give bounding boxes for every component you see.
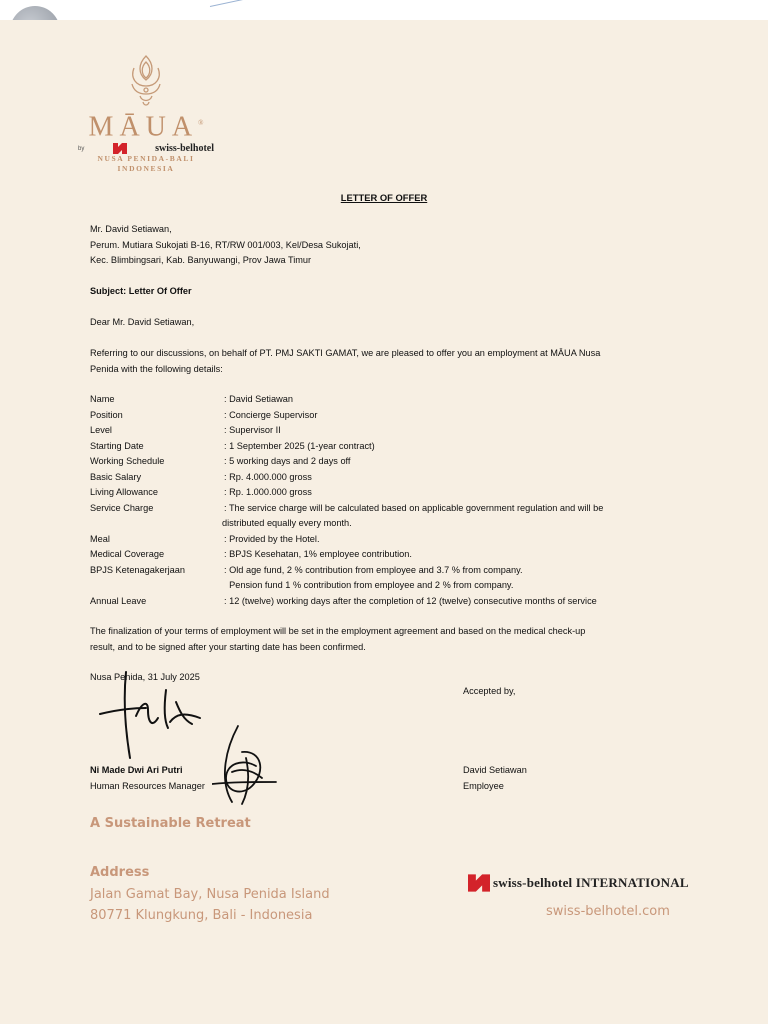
hr-manager-signature	[96, 662, 206, 762]
intro-line: Penida with the following details:	[90, 363, 223, 374]
detail-label: Starting Date	[90, 440, 144, 451]
detail-row	[90, 547, 650, 563]
detail-value: : Concierge Supervisor	[224, 409, 318, 420]
closing-line: result, and to be signed after your starting date has been confirmed.	[90, 641, 366, 652]
intro-paragraph	[90, 346, 635, 377]
detail-row	[90, 501, 650, 517]
detail-label: Medical Coverage	[90, 549, 165, 559]
detail-value: : 1 September 2025 (1-year contract)	[224, 440, 375, 451]
hr-signer-block	[90, 763, 205, 794]
recipient-line: Mr. David Setiawan,	[90, 224, 172, 234]
detail-row	[90, 563, 650, 579]
signer-title: Human Resources Manager	[90, 780, 205, 791]
tagline: A Sustainable Retreat	[90, 816, 251, 831]
by-label: by	[78, 145, 85, 152]
detail-row	[90, 392, 650, 408]
viewer-top-strip	[0, 0, 768, 20]
detail-value-continued: distributed equally every month.	[222, 518, 352, 528]
swiss-belhotel-mark-icon	[113, 143, 127, 154]
maua-logo	[78, 52, 214, 174]
subject-line: Subject: Letter Of Offer	[90, 286, 192, 296]
detail-label: Level	[90, 425, 112, 435]
employee-signer-block	[463, 763, 527, 794]
detail-label: Basic Salary	[90, 471, 142, 482]
detail-row	[90, 423, 650, 439]
detail-label: Position	[90, 409, 123, 420]
detail-label: Annual Leave	[90, 595, 147, 606]
detail-row	[90, 439, 650, 455]
detail-label: Service Charge	[90, 502, 154, 513]
place-date: Nusa Penida, 31 July 2025	[90, 672, 200, 682]
address-line: Jalan Gamat Bay, Nusa Penida Island	[90, 886, 330, 902]
address-heading: Address	[90, 865, 150, 880]
recipient-address	[90, 222, 650, 269]
letter-title: LETTER OF OFFER	[340, 192, 428, 203]
employee-title: Employee	[463, 780, 504, 791]
location-line-1: NUSA PENIDA-BALI	[97, 154, 195, 164]
detail-label: Working Schedule	[90, 456, 165, 466]
offer-details	[90, 392, 650, 609]
salutation: Dear Mr. David Setiawan,	[90, 317, 195, 327]
detail-value: : 5 working days and 2 days off	[224, 456, 351, 466]
location-line-2: INDONESIA	[117, 164, 175, 174]
swiss-belhotel-mark-icon	[468, 874, 490, 892]
brand-wordmark: MĀUA®	[88, 111, 204, 143]
address-line: 80771 Klungkung, Bali - Indonesia	[90, 908, 313, 923]
detail-label: BPJS Ketenagakerjaan	[90, 564, 186, 575]
detail-value: : Supervisor II	[224, 425, 281, 435]
detail-value: : Old age fund, 2 % contribution from employee and 3.7 % from company.	[224, 564, 523, 575]
partner-logo-text: swiss-belhotel INTERNATIONAL	[493, 875, 689, 890]
accepted-by-label: Accepted by,	[463, 686, 516, 696]
detail-value: : Rp. 1.000.000 gross	[224, 487, 312, 497]
detail-value: : 12 (twelve) working days after the completion of 12 (twelve) consecutive months of service	[224, 595, 597, 606]
detail-row-continued	[90, 516, 650, 532]
closing-line: The finalization of your terms of employment will be set in the employment agreement and based on the medical check-up	[90, 626, 586, 636]
detail-label: Living Allowance	[90, 487, 158, 497]
employee-signature	[212, 722, 282, 812]
detail-row	[90, 594, 650, 610]
detail-row	[90, 532, 650, 548]
employee-name: David Setiawan	[463, 765, 527, 775]
closing-paragraph	[90, 624, 635, 655]
detail-value: : BPJS Kesehatan, 1% employee contribution.	[224, 549, 412, 559]
swiss-belhotel-international-logo	[468, 874, 689, 892]
detail-row	[90, 485, 650, 501]
signer-name: Ni Made Dwi Ari Putri	[90, 765, 183, 775]
website-link[interactable]: swiss-belhotel.com	[546, 904, 670, 919]
detail-row	[90, 454, 650, 470]
detail-label: Meal	[90, 533, 110, 544]
detail-row-continued	[90, 578, 650, 594]
recipient-line: Perum. Mutiara Sukojati B-16, RT/RW 001/003, Kel/Desa Sukojati,	[90, 239, 361, 250]
intro-line: Referring to our discussions, on behalf of PT. PMJ SAKTI GAMAT, we are pleased to offer you an employment at MĀUA Nusa	[90, 348, 601, 358]
partner-name: swiss-belhotel	[155, 143, 214, 155]
detail-value: : Provided by the Hotel.	[224, 533, 320, 544]
detail-value: : David Setiawan	[224, 394, 293, 404]
detail-value: : The service charge will be calculated based on applicable government regulation and will be	[224, 502, 604, 513]
lotus-emblem-icon	[126, 52, 166, 108]
footer-address	[90, 862, 330, 927]
detail-value: : Rp. 4.000.000 gross	[224, 471, 312, 482]
detail-row	[90, 408, 650, 424]
detail-label: Name	[90, 394, 115, 404]
recipient-line: Kec. Blimbingsari, Kab. Banyuwangi, Prov Jawa Timur	[90, 255, 312, 265]
detail-value-continued: Pension fund 1 % contribution from employee and 2 % from company.	[224, 580, 514, 590]
detail-row	[90, 470, 650, 486]
